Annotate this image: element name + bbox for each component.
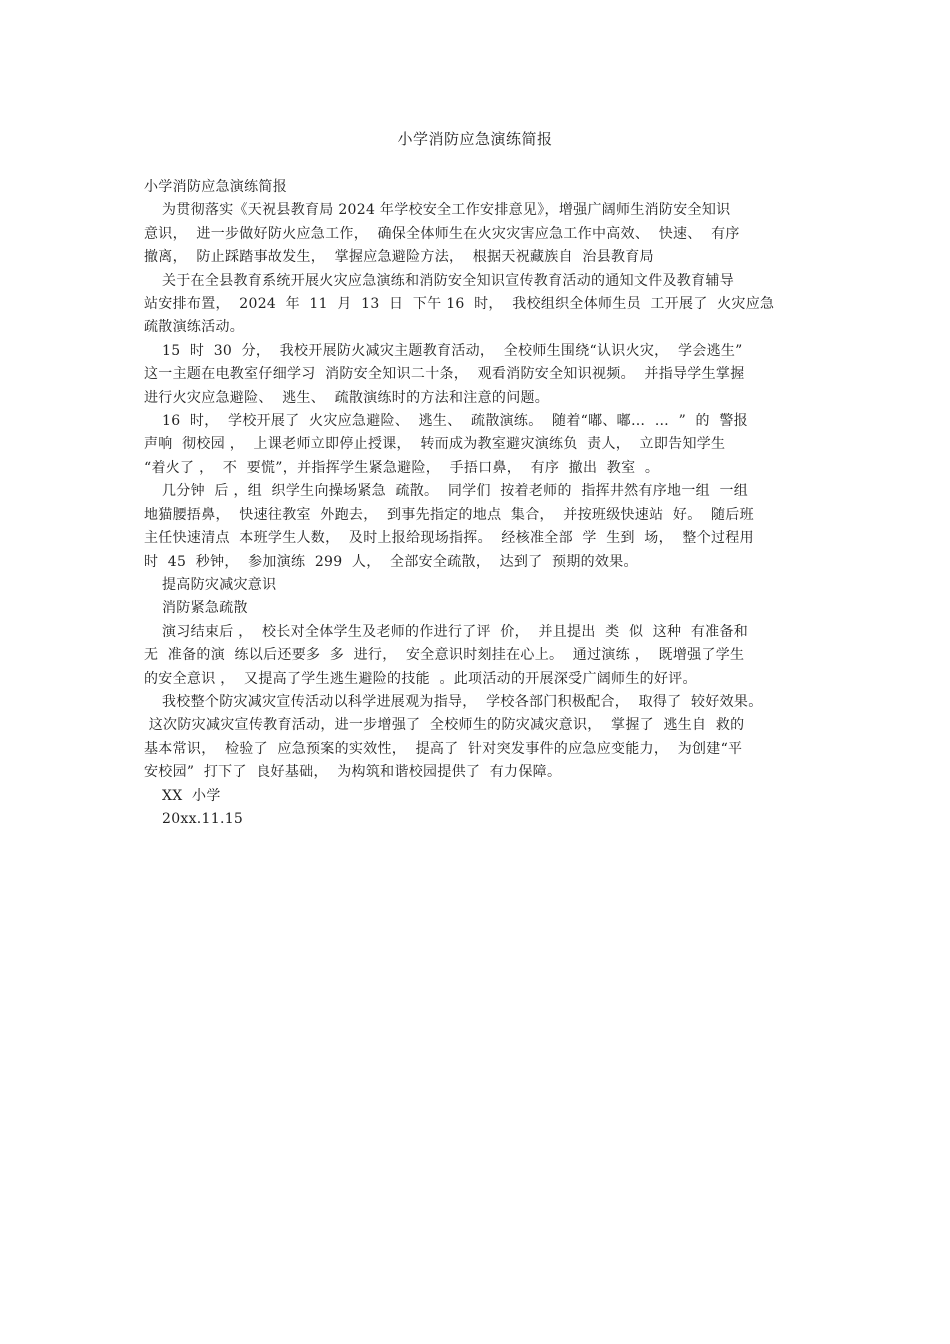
text-line: 撤离， 防止踩踏事故发生， 掌握应急避险方法， 根据天祝藏族自 治县教育局 <box>144 249 654 266</box>
text-line: 提高防灾减灾意识 <box>162 576 277 593</box>
text-line: 主任快速清点 本班学生人数， 及时上报给现场指挥。 经核准全部 学 生到 场， 整个过程用 <box>144 530 754 547</box>
text-line: 的安全意识 ， 又提高了学生逃生避险的技能 。此项活动的开展深受广阔师生的好评。 <box>144 670 697 687</box>
text-line: 20xx.11.15 <box>162 810 244 827</box>
text-line: 这次防灾减灾宣传教育活动，进一步增强了 全校师生的防灾减灾意识， 掌握了 逃生自 救的 <box>144 717 745 734</box>
document-title: 小学消防应急演练简报 <box>397 130 553 148</box>
text-line: 小学消防应急演练简报 <box>144 179 287 195</box>
text-line: 意识， 进一步做好防火应急工作， 确保全体师生在火灾灾害应急工作中高效、 快速、 有序 <box>144 225 740 242</box>
text-line: 我校整个防灾减灾宣传活动以科学进展观为指导， 学校各部门积极配合， 取得了 较好效果。 <box>162 693 763 710</box>
document-body <box>144 176 824 831</box>
text-line: 进行火灾应急避险、 逃生、 疏散演练时的方法和注意的问题。 <box>144 389 550 406</box>
text-line: 安校园” 打下了 良好基础， 为构筑和谐校园提供了 有力保障。 <box>144 764 562 781</box>
text-line: 15 时 30 分， 我校开展防火减灾主题教育活动， 全校师生围绕“认识火灾， 学会逃生” <box>162 342 743 359</box>
text-line: “着火了 ， 不 要慌”，并指挥学生紧急避险， 手捂口鼻， 有序 撤出 教室 。 <box>144 459 660 476</box>
text-line: XX 小学 <box>162 787 221 804</box>
text-line: 无 准备的演 练以后还要多 多 进行， 安全意识时刻挂在心上。 通过演练 ， 既增强了学生 <box>144 647 745 664</box>
text-line: 演习结束后 ， 校长对全体学生及老师的作进行了评 价， 并且提出 类 似 这种 有准备和 <box>162 623 749 640</box>
text-line: 关于在全县教育系统开展火灾应急演练和消防安全知识宣传教育活动的通知文件及教育辅导 <box>162 272 734 289</box>
text-line: 16 时， 学校开展了 火灾应急避险、 逃生、 疏散演练。 随着“嘟、嘟… … ” 的 警报 <box>162 413 748 430</box>
text-line: 这一主题在电教室仔细学习 消防安全知识二十条， 观看消防安全知识视频。 并指导学生掌握 <box>144 366 745 383</box>
text-line: 声响 彻校园 ， 上课老师立即停止授课， 转而成为教室避灾演练负 责人， 立即告知学生 <box>144 436 726 453</box>
text-line: 时 45 秒钟， 参加演练 299 人， 全部安全疏散， 达到了 预期的效果。 <box>144 553 638 570</box>
text-line: 基本常识， 检验了 应急预案的实效性， 提高了 针对突发事件的应急应变能力， 为创建“平 <box>144 740 743 757</box>
text-line: 地猫腰捂鼻， 快速往教室 外跑去， 到事先指定的地点 集合， 并按班级快速站 好。 随后班 <box>144 506 754 523</box>
text-line: 站安排布置， 2024 年 11 月 13 日 下午 16 时， 我校组织全体师生员 工开展了 火灾应急 <box>144 296 775 313</box>
text-line: 为贯彻落实《天祝县教育局 2024 年学校安全工作安排意见》，增强广阔师生消防安全知识 <box>162 202 731 219</box>
text-line: 几分钟 后 ，组 织学生向操场紧急 疏散。 同学们 按着老师的 指挥井然有序地一组 一组 <box>162 483 749 500</box>
text-line: 疏散演练活动。 <box>144 319 245 336</box>
text-line: 消防紧急疏散 <box>162 600 248 617</box>
